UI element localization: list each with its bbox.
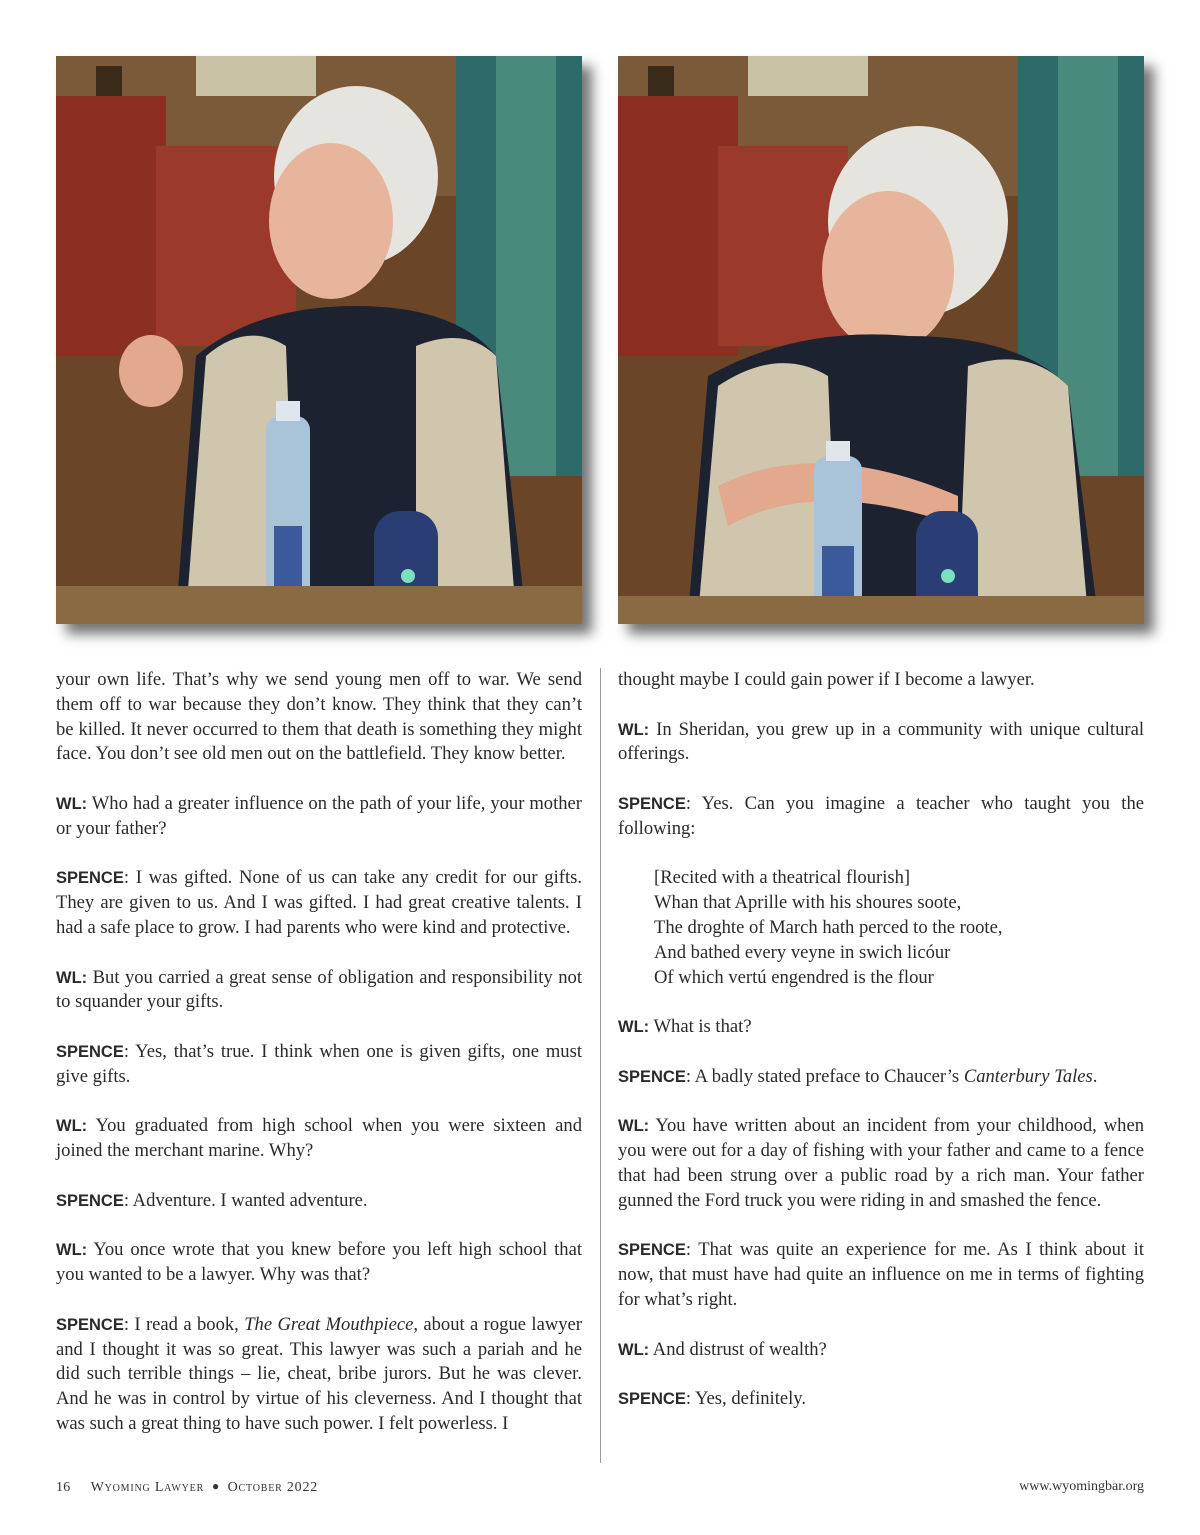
speaker-label: WL: [618,1117,650,1136]
website-link[interactable]: www.wyomingbar.org [1019,1479,1144,1494]
speaker-label: WL: [56,1117,88,1136]
speaker-label: SPENCE [56,869,124,888]
bullet-icon: ● [212,1479,220,1493]
left-column [56,668,582,1437]
question: WL: You have written about an incident from your childhood, when you were out for a day of fishing with your father and came to a fence that had been strung over a public road by a rich man. Your father gunned the Ford truck you were riding in and smashed the fence. [618,1115,1144,1211]
book-title: Canterbury Tales [963,1065,1093,1087]
question: WL: Who had a greater influence on the path of your life, your mother or your father? [56,792,582,839]
paragraph: your own life. That’s why we send young men off to war. We send them off to war because they don’t know. They think that they can’t be killed. It never occurred to them that death is something they might face. You don’t see old men out on the battlefield. They know better. [56,669,582,765]
book-title: The Great Mouthpiece [244,1313,414,1335]
question: WL: You graduated from high school when you were sixteen and joined the merchant marine. Why? [56,1115,582,1162]
speaker-label: SPENCE [56,1191,124,1210]
poem-line: Whan that Aprille with his shoures soote, [654,892,962,914]
answer: SPENCE: I read a book, The Great Mouthpiece, about a rogue lawyer and I thought it was so great. This lawyer was such a pariah and he did such terrible things – lie, cheat, bribe jurors. But he was clever. And he was in control by virtue of his cleverness. And I thought that was such a great thing to have such power. I felt powerless. I [56,1313,582,1434]
publication-name: Wyoming Lawyer [90,1480,205,1495]
question: WL: You once wrote that you knew before you left high school that you wanted to be a lawyer. Why was that? [56,1239,582,1286]
speaker-label: SPENCE [56,1042,124,1061]
speaker-label: WL: [618,720,650,739]
speaker-label: SPENCE [618,794,686,813]
photo-speaker-smiling [618,56,1144,624]
speaker-label: WL: [56,794,88,813]
poem-excerpt [654,866,1144,990]
question: WL: And distrust of wealth? [618,1338,827,1360]
question: WL: But you carried a great sense of obligation and responsibility not to squander your gifts. [56,966,582,1013]
answer: SPENCE: I was gifted. None of us can take any credit for our gifts. They are given to us. And I was gifted. I had great creative talents. I had a safe place to grow. I had parents who were kind and protective. [56,867,582,938]
speaker-label: SPENCE [56,1315,124,1334]
poem-line: Of which vertú engendred is the flour [654,966,934,988]
answer: SPENCE: Adventure. I wanted adventure. [56,1189,368,1211]
answer: SPENCE: Yes, definitely. [618,1388,807,1410]
answer: SPENCE: Yes, that’s true. I think when one is given gifts, one must give gifts. [56,1040,582,1087]
speaker-label: SPENCE [618,1067,686,1086]
answer: SPENCE: Yes. Can you imagine a teacher who taught you the following: [618,792,1144,839]
right-column [618,668,1144,1412]
speaker-label: SPENCE [618,1241,686,1260]
question: WL: What is that? [618,1016,752,1038]
speaker-label: WL: [618,1340,650,1359]
column-divider [600,668,601,1463]
poem-line: The droghte of March hath perced to the roote, [654,916,1003,938]
speaker-label: SPENCE [618,1390,686,1409]
page-footer-left [56,1479,318,1496]
poem-line: [Recited with a theatrical flourish] [654,867,911,889]
photo-speaker-gesturing [56,56,582,624]
answer: SPENCE: That was quite an experience for me. As I think about it now, that must have had quite an influence on me in terms of fighting for what’s right. [618,1239,1144,1310]
answer: SPENCE: A badly stated preface to Chaucer’s Canterbury Tales. [618,1065,1098,1087]
question: WL: In Sheridan, you grew up in a community with unique cultural offerings. [618,718,1144,765]
speaker-label: WL: [56,968,88,987]
poem-line: And bathed every veyne in swich licóur [654,941,951,963]
speaker-label: WL: [618,1018,650,1037]
paragraph: thought maybe I could gain power if I become a lawyer. [618,669,1035,690]
speaker-label: WL: [56,1241,88,1260]
page-number: 16 [56,1480,71,1495]
issue-date: October 2022 [227,1480,319,1495]
